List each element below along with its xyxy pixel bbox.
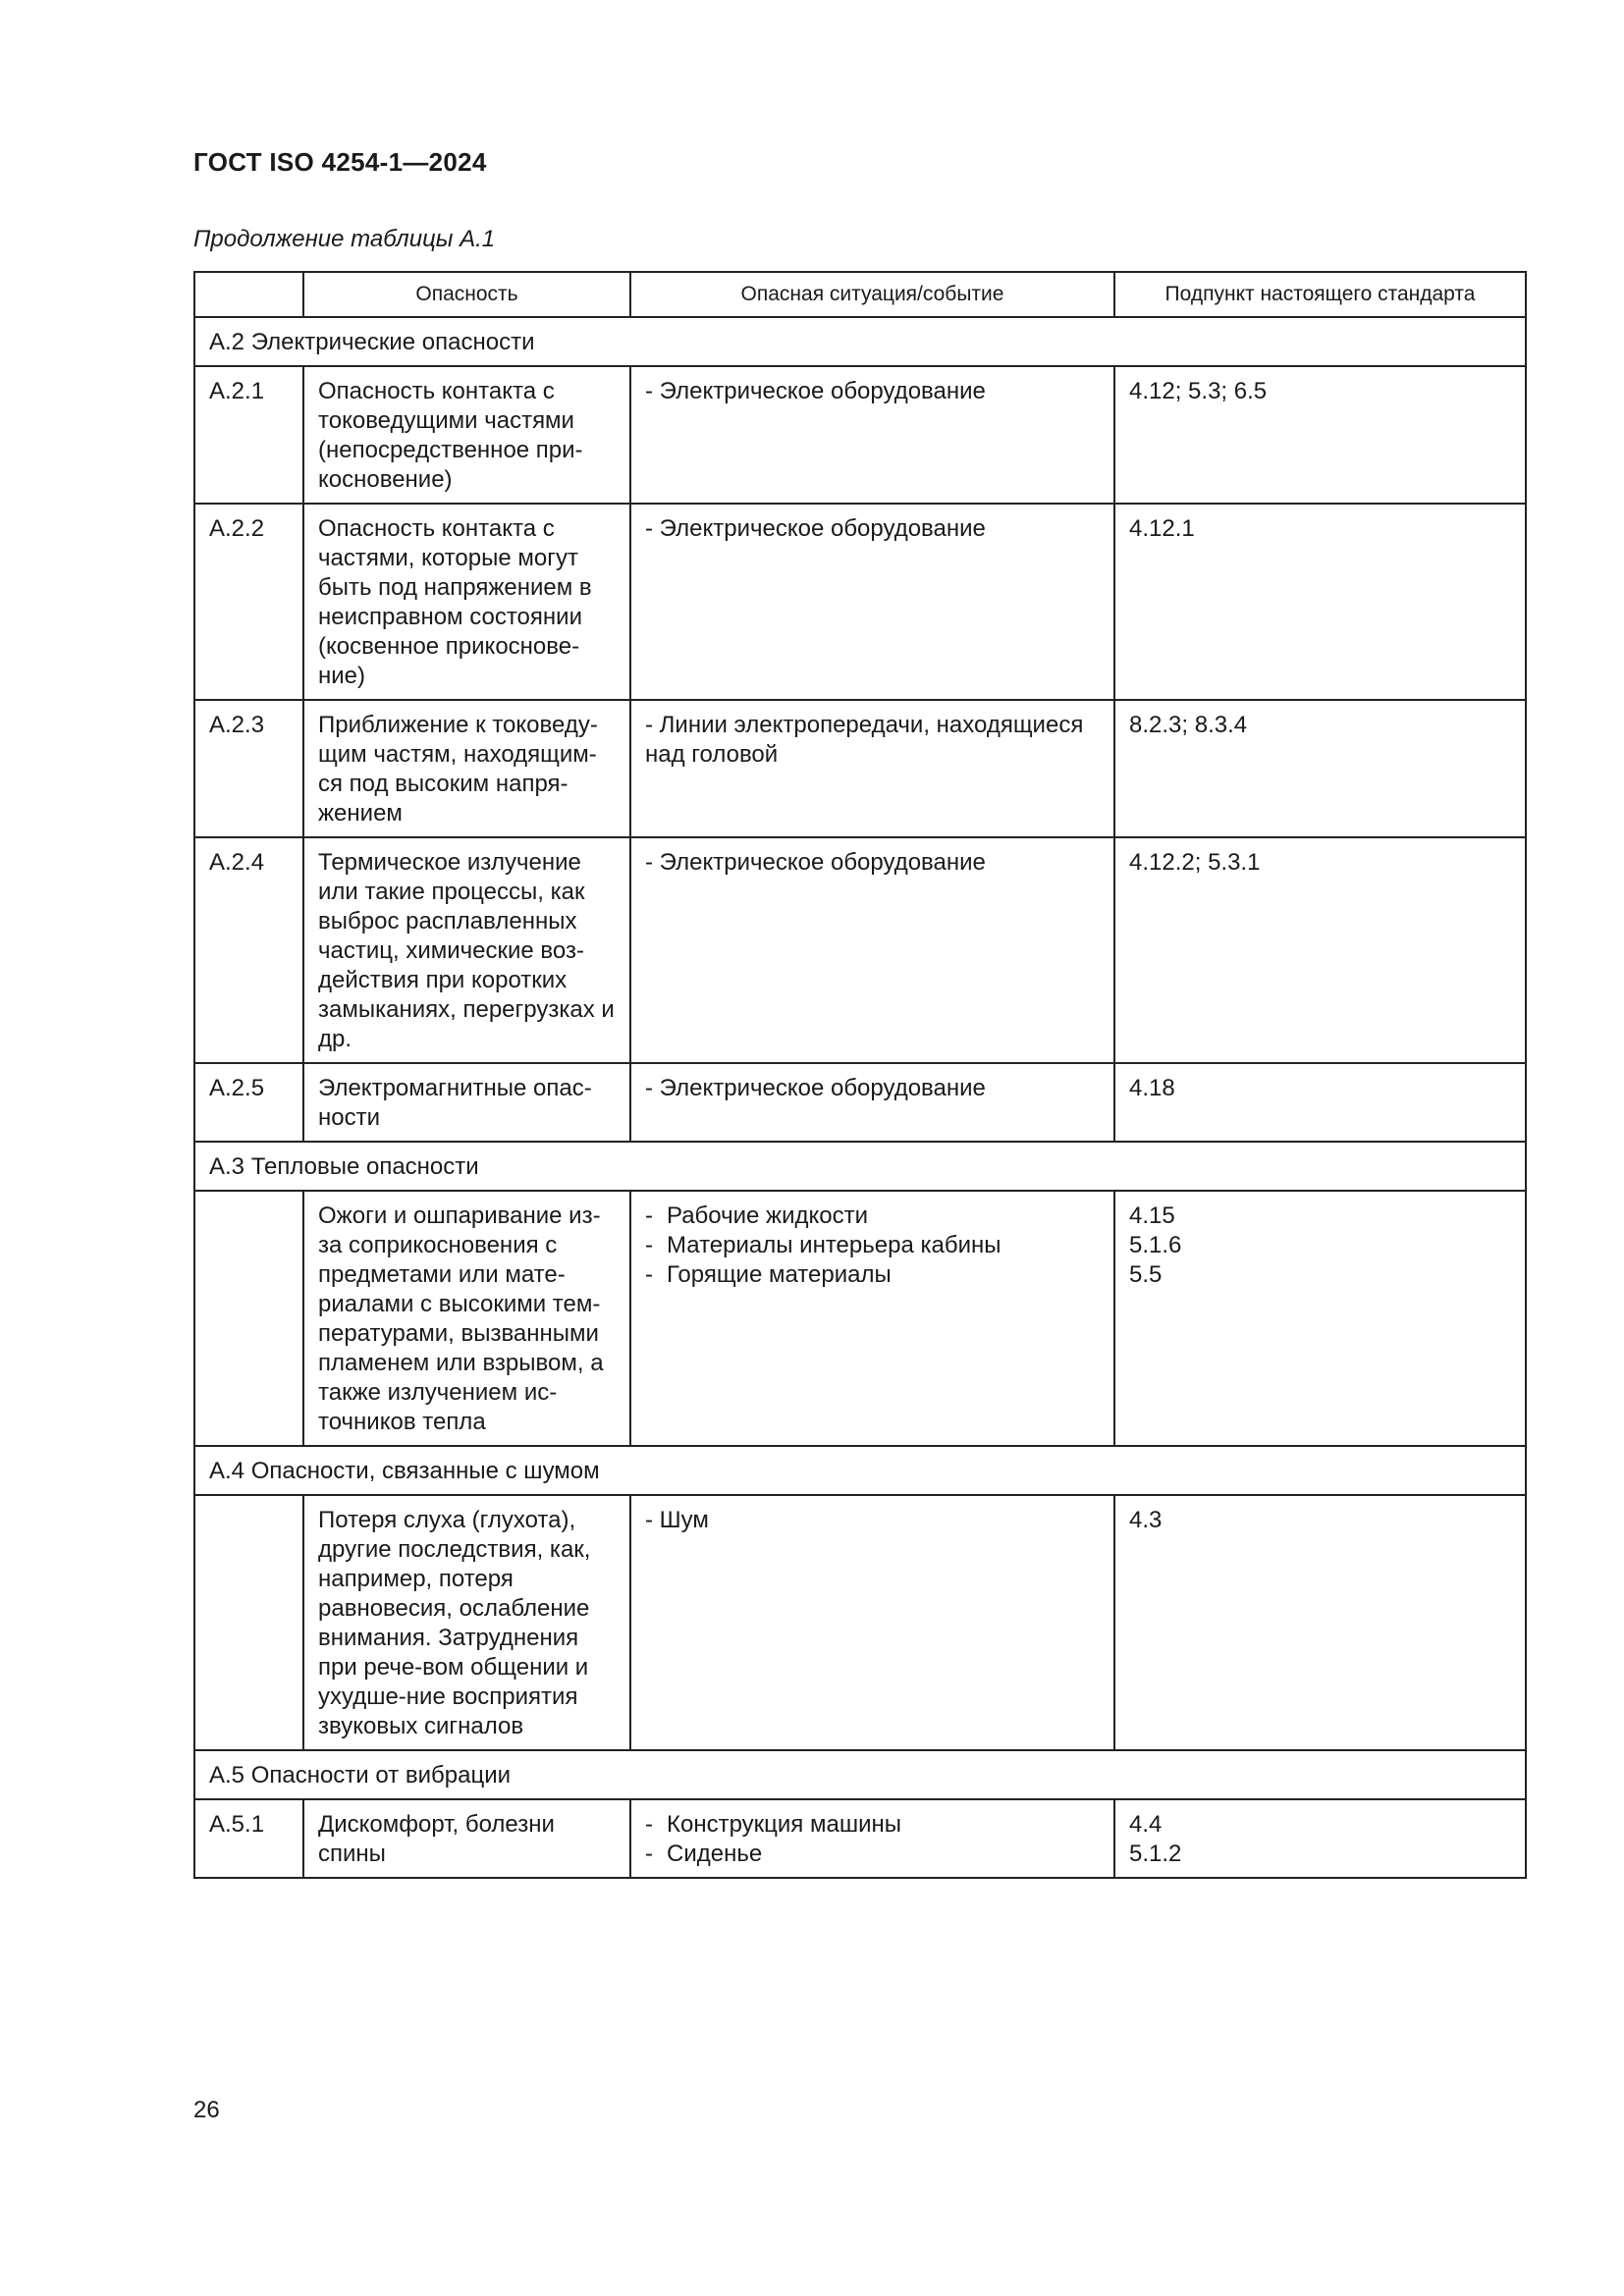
row-code: А.2.1 (194, 366, 303, 504)
row-hazard: Ожоги и ошпаривание из-за соприкосновения с предметами или мате-риалами с высокими тем-пературами, вызванными пламенем или взрывом, а также излучением ис-точников тепла (303, 1191, 630, 1446)
row-situation: - Электрическое оборудование (630, 366, 1114, 504)
section-title: А.2 Электрические опасности (194, 317, 1526, 366)
situation-item: - Сиденье (645, 1841, 763, 1867)
situation-item: - Горящие материалы (645, 1261, 892, 1288)
column-header-code (194, 272, 303, 317)
section-row (194, 1142, 1526, 1191)
section-row (194, 317, 1526, 366)
situation-item: - Рабочие жидкости (645, 1202, 869, 1229)
row-hazard: Приближение к токоведу-щим частям, находящим-ся под высоким напря-жением (303, 700, 630, 837)
row-code (194, 1191, 303, 1446)
row-code: А.5.1 (194, 1799, 303, 1878)
row-clause (1114, 1799, 1526, 1878)
row-situation: - Электрическое оборудование (630, 837, 1114, 1063)
column-header-hazard: Опасность (303, 272, 630, 317)
table-row (194, 1495, 1526, 1750)
row-situation: - Линии электропередачи, находящиеся над головой (630, 700, 1114, 837)
row-hazard: Потеря слуха (глухота), другие последствия, как, например, потеря равновесия, ослабление внимания. Затруднения при рече-вом общении и ухудше-ние восприятия звуковых сигналов (303, 1495, 630, 1750)
table-row (194, 1799, 1526, 1878)
row-clause: 4.12.1 (1114, 504, 1526, 700)
row-situation: - Электрическое оборудование (630, 504, 1114, 700)
table-header-row (194, 272, 1526, 317)
row-situation: - Шум (630, 1495, 1114, 1750)
table-row (194, 1063, 1526, 1142)
section-title: А.3 Тепловые опасности (194, 1142, 1526, 1191)
section-title: А.5 Опасности от вибрации (194, 1750, 1526, 1799)
section-row (194, 1446, 1526, 1495)
clause-item: 4.15 (1129, 1202, 1175, 1229)
row-situation (630, 1799, 1114, 1878)
row-clause: 4.18 (1114, 1063, 1526, 1142)
page-number: 26 (193, 2097, 220, 2123)
table-row (194, 700, 1526, 837)
row-clause: 4.12.2; 5.3.1 (1114, 837, 1526, 1063)
row-hazard: Дискомфорт, болезни спины (303, 1799, 630, 1878)
row-situation: - Электрическое оборудование (630, 1063, 1114, 1142)
clause-item: 5.5 (1129, 1261, 1163, 1288)
row-clause: 4.3 (1114, 1495, 1526, 1750)
document-header: ГОСТ ISO 4254-1—2024 (193, 147, 487, 177)
clause-item: 5.1.6 (1129, 1232, 1182, 1258)
situation-item: - Материалы интерьера кабины (645, 1232, 1001, 1258)
column-header-situation: Опасная ситуация/событие (630, 272, 1114, 317)
hazards-table (193, 271, 1527, 1879)
row-code: А.2.4 (194, 837, 303, 1063)
row-situation (630, 1191, 1114, 1446)
clause-item: 4.4 (1129, 1811, 1163, 1838)
row-code (194, 1495, 303, 1750)
column-header-clause: Подпункт настоящего стандарта (1114, 272, 1526, 317)
row-clause (1114, 1191, 1526, 1446)
clause-item: 5.1.2 (1129, 1841, 1182, 1867)
row-code: А.2.3 (194, 700, 303, 837)
row-hazard: Термическое излучение или такие процессы, как выброс расплавленных частиц, химические воз-действия при коротких замыканиях, перегрузках и др. (303, 837, 630, 1063)
row-clause: 8.2.3; 8.3.4 (1114, 700, 1526, 837)
table-row (194, 837, 1526, 1063)
table-caption: Продолжение таблицы А.1 (193, 226, 496, 252)
row-code: А.2.2 (194, 504, 303, 700)
table-row (194, 1191, 1526, 1446)
section-row (194, 1750, 1526, 1799)
section-title: А.4 Опасности, связанные с шумом (194, 1446, 1526, 1495)
row-hazard: Опасность контакта с токоведущими частями (непосредственное при-косновение) (303, 366, 630, 504)
table-row (194, 504, 1526, 700)
row-hazard: Электромагнитные опас-ности (303, 1063, 630, 1142)
situation-item: - Конструкция машины (645, 1811, 901, 1838)
row-code: А.2.5 (194, 1063, 303, 1142)
row-clause: 4.12; 5.3; 6.5 (1114, 366, 1526, 504)
table-row (194, 366, 1526, 504)
row-hazard: Опасность контакта с частями, которые могут быть под напряжением в неисправном состоянии (косвенное прикоснове-ние) (303, 504, 630, 700)
